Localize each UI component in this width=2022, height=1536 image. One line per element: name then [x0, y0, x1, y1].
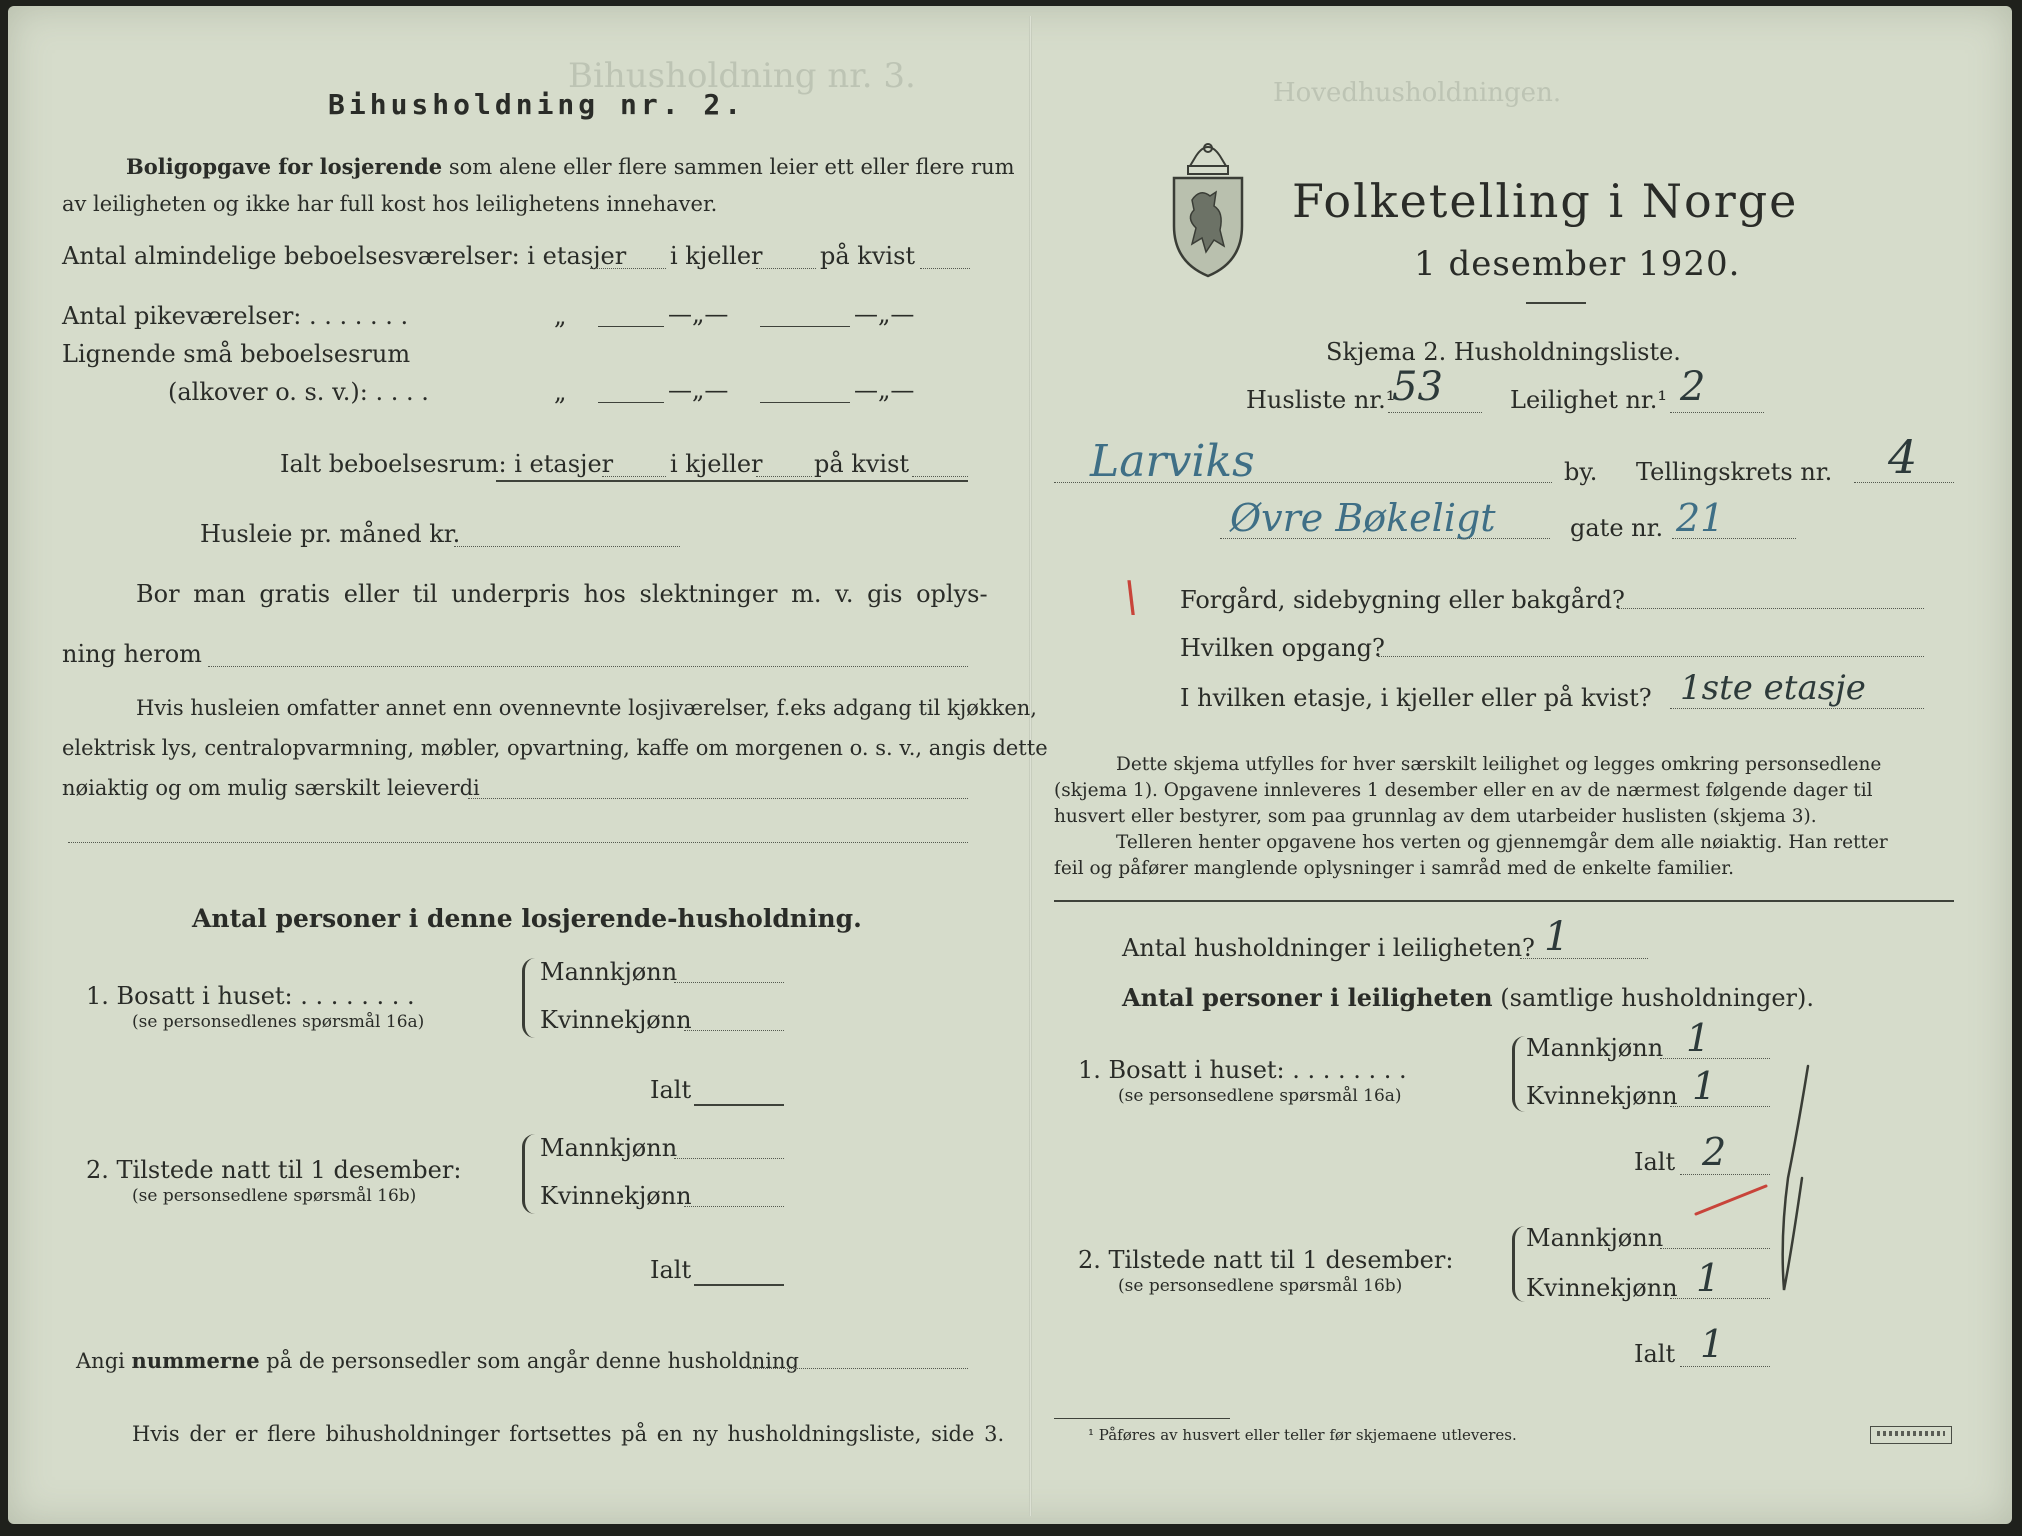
- right-bosatt-kvinne-label: Kvinnekjønn: [1526, 1082, 1678, 1110]
- ialt-kjeller-label: i kjeller: [670, 450, 763, 478]
- page-fold: [1029, 16, 1032, 1516]
- husliste-value[interactable]: 53: [1392, 364, 1443, 410]
- krets-label: Tellingskrets nr.: [1636, 458, 1833, 486]
- pike-field-1[interactable]: [598, 326, 664, 327]
- husliste-label: Husliste nr.¹: [1246, 386, 1396, 414]
- hvis-line2: elektrisk lys, centralopvarmning, møbler, opvartning, kaffe om morgenen o. s. v., angis dette: [62, 736, 1048, 760]
- left-bosatt-mann-field[interactable]: [674, 982, 784, 983]
- form-title: Folketelling i Norge: [1292, 174, 1799, 228]
- lignende-field-1[interactable]: [598, 402, 664, 403]
- title-divider: [1526, 302, 1586, 304]
- street-value[interactable]: Øvre Bøkeligt: [1230, 496, 1496, 540]
- right-tilstede-brace: [1512, 1226, 1525, 1302]
- left-tilstede-mann-label: Mannkjønn: [540, 1134, 678, 1162]
- instructions-line5: feil og påfører manglende oplysninger i samråd med de enkelte familier.: [1054, 858, 1734, 879]
- census-form-sheet: [8, 6, 2012, 1524]
- right-bosatt-brace: [1512, 1036, 1525, 1112]
- gate-field: [1672, 538, 1796, 539]
- left-tilstede-ialt-label: Ialt: [650, 1256, 692, 1284]
- left-footer: Hvis der er flere bihusholdninger fortsettes på en ny husholdningsliste, side 3.: [132, 1422, 1005, 1446]
- left-tilstede-label: 2. Tilstede natt til 1 desember:: [86, 1156, 462, 1184]
- right-tilstede-kvinne-value[interactable]: 1: [1696, 1256, 1721, 1300]
- show-through-text: Bihusholdning nr. 3.: [568, 56, 916, 96]
- ialt-rooms-rule: [496, 480, 968, 482]
- left-bosatt-ialt-field[interactable]: [694, 1104, 784, 1106]
- bor-field[interactable]: [208, 666, 968, 667]
- footnote: ¹ Påføres av husvert eller teller før skjemaene utleveres.: [1088, 1426, 1517, 1444]
- gate-value[interactable]: 21: [1676, 496, 1725, 540]
- left-tilstede-ialt-field[interactable]: [694, 1284, 784, 1286]
- instructions-line3: husvert eller bestyrer, som paa grunnlag av dem utarbeider huslisten (skjema 3).: [1054, 806, 1817, 827]
- left-intro-line1: Boligopgave for losjerende som alene eller flere sammen leier ett eller flere rum: [126, 154, 1015, 179]
- etasje-label: I hvilken etasje, i kjeller eller på kvist?: [1180, 684, 1652, 712]
- forgard-field[interactable]: [1618, 608, 1924, 609]
- rooms-kjeller-field[interactable]: [756, 268, 816, 269]
- city-field: [1054, 482, 1552, 483]
- red-pencil-mark: \: [1124, 572, 1139, 621]
- right-bosatt-label: 1. Bosatt i huset: . . . . . . . .: [1078, 1056, 1407, 1084]
- leieverdi-field[interactable]: [468, 798, 968, 799]
- right-tilstede-note: (se personsedlene spørsmål 16b): [1118, 1276, 1403, 1296]
- lignende-dash-2: —„—: [854, 376, 915, 404]
- city-value[interactable]: Larviks: [1090, 436, 1255, 487]
- instructions-line2: (skjema 1). Opgavene innleveres 1 desember eller en av de nærmest følgende dager til: [1054, 780, 1873, 801]
- rooms-label: Antal almindelige beboelsesværelser: i etasjer: [62, 242, 627, 270]
- left-bosatt-mann-label: Mannkjønn: [540, 958, 678, 986]
- right-tilstede-ialt-field: [1680, 1366, 1770, 1367]
- hush-value[interactable]: 1: [1544, 914, 1570, 960]
- lignende-label-2: (alkover o. s. v.): . . . .: [168, 378, 429, 406]
- angi-field[interactable]: [750, 1368, 968, 1369]
- right-tilstede-ialt-value[interactable]: 1: [1700, 1322, 1725, 1366]
- hush-label: Antal husholdninger i leiligheten?: [1122, 934, 1535, 962]
- husliste-field: [1388, 412, 1482, 413]
- left-tilstede-brace: [522, 1134, 535, 1214]
- instructions-divider: [1054, 900, 1954, 902]
- left-tilstede-kvinne-field[interactable]: [684, 1206, 784, 1207]
- left-tilstede-kvinne-label: Kvinnekjønn: [540, 1182, 692, 1210]
- rooms-kvist-field[interactable]: [920, 268, 970, 269]
- right-bosatt-ialt-label: Ialt: [1634, 1148, 1676, 1176]
- norway-coat-of-arms-icon: [1166, 136, 1250, 280]
- lignende-label-1: Lignende små beboelsesrum: [62, 340, 411, 368]
- right-persons-title: Antal personer i leiligheten (samtlige husholdninger).: [1122, 983, 1815, 1012]
- forgard-label: Forgård, sidebygning eller bakgård?: [1180, 586, 1625, 614]
- hvis-line1: Hvis husleien omfatter annet enn ovennevnte losjiværelser, f.eks adgang til kjøkken,: [136, 696, 1037, 720]
- angi-line: Angi nummerne på de personsedler som angår denne husholdning: [76, 1348, 799, 1373]
- footnote-rule: [1054, 1418, 1230, 1419]
- etasje-field: [1670, 708, 1924, 709]
- pike-field-2[interactable]: [760, 326, 850, 327]
- show-through-text: Hovedhusholdningen.: [1273, 78, 1562, 108]
- pike-dash-2: —„—: [854, 300, 915, 328]
- right-tilstede-kvinne-label: Kvinnekjønn: [1526, 1274, 1678, 1302]
- pike-label: Antal pikeværelser: . . . . . . .: [62, 302, 409, 330]
- right-tilstede-mann-field[interactable]: [1660, 1248, 1770, 1249]
- rooms-kvist-label: på kvist: [820, 242, 916, 270]
- right-tilstede-label: 2. Tilstede natt til 1 desember:: [1078, 1246, 1454, 1274]
- right-bosatt-mann-value[interactable]: 1: [1686, 1016, 1711, 1060]
- bor-line2: ning herom: [62, 640, 202, 668]
- right-bosatt-ialt-value[interactable]: 2: [1702, 1130, 1727, 1174]
- right-bosatt-kvinne-value[interactable]: 1: [1692, 1064, 1717, 1108]
- opgang-field[interactable]: [1378, 656, 1924, 657]
- left-bosatt-note: (se personsedlenes spørsmål 16a): [132, 1012, 425, 1032]
- gate-label: gate nr.: [1570, 514, 1664, 542]
- krets-field: [1854, 482, 1954, 483]
- printer-stamp-box: [1870, 1426, 1952, 1444]
- right-tilstede-kvinne-field: [1670, 1298, 1770, 1299]
- leieverdi-field-2[interactable]: [68, 842, 968, 843]
- ialt-kjeller-field[interactable]: [756, 476, 812, 477]
- husleie-field[interactable]: [454, 546, 680, 547]
- ialt-kvist-field[interactable]: [912, 476, 968, 477]
- left-bosatt-brace: [522, 958, 535, 1038]
- left-tilstede-mann-field[interactable]: [674, 1158, 784, 1159]
- lignende-comma: „: [554, 378, 567, 406]
- skjema-label: Skjema 2. Husholdningsliste.: [1326, 338, 1681, 366]
- left-bosatt-ialt-label: Ialt: [650, 1076, 692, 1104]
- pike-comma: „: [554, 302, 567, 330]
- left-title: Bihusholdning nr. 2.: [328, 88, 746, 121]
- rooms-kjeller-label: i kjeller: [670, 242, 763, 270]
- hvis-line3: nøiaktig og om mulig særskilt leieverdi: [62, 776, 480, 800]
- right-tilstede-mann-label: Mannkjønn: [1526, 1224, 1664, 1252]
- left-bosatt-kvinne-field[interactable]: [684, 1030, 784, 1031]
- right-bosatt-note: (se personsedlene spørsmål 16a): [1118, 1086, 1402, 1106]
- pike-dash-1: —„—: [668, 300, 729, 328]
- left-intro-line2: av leiligheten og ikke har full kost hos leilighetens innehaver.: [62, 192, 718, 216]
- by-label: by.: [1564, 458, 1598, 486]
- lignende-dash-1: —„—: [668, 376, 729, 404]
- bor-line1: Bor man gratis eller til underpris hos slektninger m. v. gis oplys-: [136, 580, 988, 608]
- left-tilstede-note: (se personsedlene spørsmål 16b): [132, 1186, 417, 1206]
- krets-value[interactable]: 4: [1888, 430, 1918, 484]
- instructions-line4: Telleren henter opgavene hos verten og gjennemgår dem alle nøiaktig. Han retter: [1116, 832, 1888, 853]
- ialt-etasjer-field[interactable]: [602, 476, 666, 477]
- leilighet-value[interactable]: 2: [1680, 364, 1706, 410]
- street-field: [1220, 538, 1550, 539]
- instructions-line1: Dette skjema utfylles for hver særskilt leilighet og legges omkring personsedlene: [1116, 754, 1882, 775]
- hush-field: [1520, 958, 1648, 959]
- right-tilstede-ialt-label: Ialt: [1634, 1340, 1676, 1368]
- husleie-label: Husleie pr. måned kr.: [200, 520, 461, 548]
- right-bosatt-mann-label: Mannkjønn: [1526, 1034, 1664, 1062]
- etasje-value[interactable]: 1ste etasje: [1680, 668, 1866, 708]
- left-bosatt-kvinne-label: Kvinnekjønn: [540, 1006, 692, 1034]
- lignende-field-2[interactable]: [760, 402, 850, 403]
- ialt-kvist-label: på kvist: [814, 450, 910, 478]
- leilighet-label: Leilighet nr.¹: [1510, 386, 1668, 414]
- leilighet-field: [1670, 412, 1764, 413]
- form-date: 1 desember 1920.: [1414, 244, 1741, 284]
- ialt-rooms-label: Ialt beboelsesrum: i etasjer: [280, 450, 614, 478]
- rooms-etasjer-field[interactable]: [590, 268, 666, 269]
- left-persons-title: Antal personer i denne losjerende-husholdning.: [192, 904, 862, 933]
- left-bosatt-label: 1. Bosatt i huset: . . . . . . . .: [86, 982, 415, 1010]
- opgang-label: Hvilken opgang?: [1180, 634, 1385, 662]
